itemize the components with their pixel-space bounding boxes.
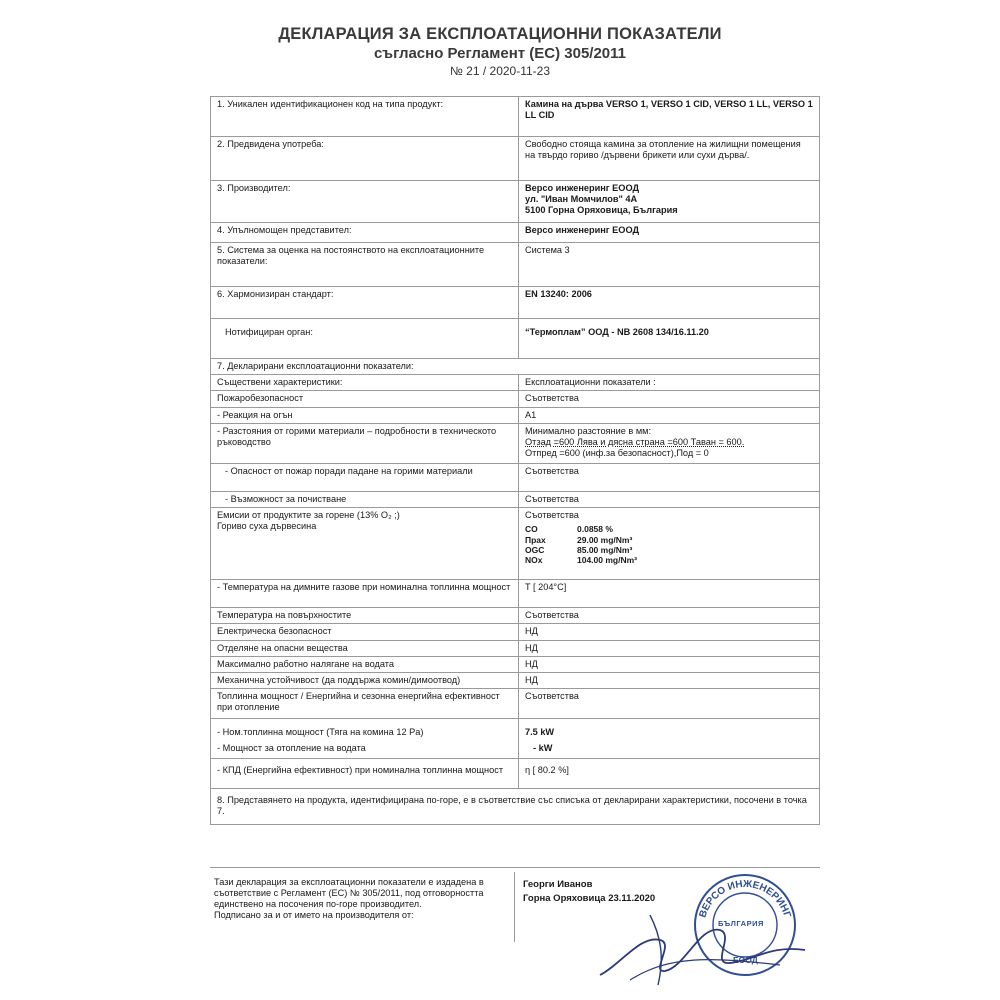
- value-electric: НД: [519, 624, 820, 640]
- emissions-compliance: Съответства: [525, 510, 579, 521]
- row-mechanical: [211, 672, 820, 688]
- label-nominal-power: [211, 719, 519, 759]
- value-fall-danger: Съответства: [519, 463, 820, 491]
- value-cleaning: Съответства: [519, 491, 820, 507]
- row-emissions: [211, 508, 820, 580]
- nominal-power-label: - Ном.топлинна мощност (Тяга на комина 12 Pa): [217, 727, 424, 738]
- emissions-label-1: Емисии от продуктите за горене (13% O₂ ;): [217, 510, 400, 521]
- footer-column-divider: [514, 872, 515, 942]
- declaration-table: [210, 96, 820, 825]
- row-distances: [211, 423, 820, 463]
- value-standard: EN 13240: 2006: [519, 287, 820, 319]
- value-product-code: Камина на дърва VERSO 1, VERSO 1 CID, VERSO 1 LL, VERSO 1 LL CID: [519, 97, 820, 137]
- emission-item: CO 0.0858 %: [525, 524, 613, 535]
- footer-signed-by: Подписано за и от името на производителя от:: [214, 910, 414, 921]
- label-product-code: 1. Уникален идентификационен код на типа продукт:: [211, 97, 519, 137]
- emissions-label-2: Гориво суха дървесина: [217, 521, 317, 532]
- document-number: № 21 / 2020-11-23: [449, 64, 551, 78]
- value-water-pressure: НД: [519, 656, 820, 672]
- row-efficiency: [211, 759, 820, 789]
- label-fire-safety: Пожаробезопасност: [211, 391, 519, 407]
- value-distances: [519, 423, 820, 463]
- value-surface-temp: Съответства: [519, 608, 820, 624]
- value-emissions: [519, 508, 820, 580]
- row-intended-use: [211, 137, 820, 181]
- emissions-list: [525, 524, 813, 565]
- manufacturer-name: Версо инженеринг ЕООД: [525, 183, 640, 193]
- label-distances: - Разстояния от горими материали – подробности в техническото ръководство: [211, 423, 519, 463]
- label-cleaning: - Възможност за почистване: [211, 491, 519, 507]
- stamp-country-text: БЪЛГАРИЯ: [718, 919, 764, 928]
- row-fall-danger: [211, 463, 820, 491]
- distances-line-1: Минимално разстояние в мм:: [525, 425, 652, 436]
- row-product-code: [211, 97, 820, 137]
- value-intended-use: Свободно стояща камина за отопление на жилищни помещения на твърдо гориво /дървени брикети или сухи дърва/.: [519, 137, 820, 181]
- row-surface-temp: [211, 608, 820, 624]
- value-representative: Версо инженеринг ЕООД: [519, 223, 820, 243]
- footer-divider: [210, 867, 820, 868]
- value-heat-output: Съответства: [519, 689, 820, 719]
- signer-name: Георги Иванов: [523, 879, 593, 890]
- label-water-pressure: Максимално работно налягане на водата: [211, 656, 519, 672]
- footer-statement-text: Тази декларация за експлоатационни показатели е издадена в съответствие с Регламент (ЕС) № 305/2011, под отговорността единствено на посочения по-горе производител.: [214, 877, 484, 910]
- distances-line-2: Отзад =600 Лява и дясна страна =600 Таван = 600.: [525, 437, 745, 448]
- value-assessment-system: Система 3: [519, 243, 820, 287]
- value-efficiency: η [ 80.2 %]: [519, 759, 820, 789]
- row-nominal-power: [211, 719, 820, 759]
- row-manufacturer: [211, 181, 820, 223]
- label-conformity: 8. Представянето на продукта, идентифицирана по-горе, е в съответствие със списъка от декларирани характеристики, посочени в точка 7.: [211, 789, 820, 825]
- row-declared-performance: [211, 359, 820, 375]
- row-conformity: [211, 789, 820, 825]
- signer-place-date: Горна Оряховица 23.11.2020: [523, 893, 656, 904]
- row-heat-output: [211, 689, 820, 719]
- value-notified-body: “Термоплам” ООД - NB 2608 134/16.11.20: [519, 319, 820, 359]
- label-heat-output: Топлинна мощност / Енергийна и сезонна енергийна ефективност при отопление: [211, 689, 519, 719]
- row-reaction: [211, 407, 820, 423]
- value-reaction: А1: [519, 407, 820, 423]
- row-char-head: [211, 375, 820, 391]
- value-char-head: Експлоатационни показатели :: [519, 375, 820, 391]
- stamp-company-text: ВЕРСО ИНЖЕНЕРИНГ: [697, 878, 793, 920]
- manufacturer-street: ул. "Иван Момчилов" 4А: [525, 194, 638, 205]
- label-mechanical: Механична устойчивост (да поддържа комин/димоотвод): [211, 672, 519, 688]
- footer-statement: [214, 877, 504, 921]
- label-hazardous: Отделяне на опасни вещества: [211, 640, 519, 656]
- stamp-entity-text: ЕООД: [733, 955, 758, 965]
- label-standard: 6. Хармонизиран стандарт:: [211, 287, 519, 319]
- document-subtitle: съгласно Регламент (ЕС) 305/2011: [373, 45, 627, 62]
- label-flue-temp: - Температура на димните газове при номинална топлинна мощност: [211, 580, 519, 608]
- label-emissions: [211, 508, 519, 580]
- value-flue-temp: T [ 204°C]: [519, 580, 820, 608]
- value-manufacturer: [519, 181, 820, 223]
- label-efficiency: - КПД (Енергийна ефективност) при номинална топлинна мощност: [211, 759, 519, 789]
- emission-item: NOx 104.00 mg/Nm³: [525, 555, 637, 566]
- signature-icon: [590, 895, 820, 995]
- label-fall-danger: - Опасност от пожар поради падане на горими материали: [211, 463, 519, 491]
- label-assessment-system: 5. Система за оценка на постоянството на експлоатационните показатели:: [211, 243, 519, 287]
- row-electric: [211, 624, 820, 640]
- emission-item: Прах 29.00 mg/Nm³: [525, 534, 633, 545]
- label-reaction: - Реакция на огън: [211, 407, 519, 423]
- label-manufacturer: 3. Производител:: [211, 181, 519, 223]
- water-power-label: - Мощност за отопление на водата: [217, 743, 366, 754]
- value-hazardous: НД: [519, 640, 820, 656]
- row-cleaning: [211, 491, 820, 507]
- value-fire-safety: Съответства: [519, 391, 820, 407]
- row-representative: [211, 223, 820, 243]
- label-surface-temp: Температура на повърхностите: [211, 608, 519, 624]
- label-representative: 4. Упълномощен представител:: [211, 223, 519, 243]
- label-declared-performance: 7. Декларирани експлоатационни показатели:: [211, 359, 820, 375]
- distances-line-3: Отпред =600 (инф.за безопасност),Под = 0: [525, 448, 709, 459]
- emission-item: OGC 85.00 mg/Nm³: [525, 545, 633, 556]
- row-assessment-system: [211, 243, 820, 287]
- row-flue-temp: [211, 580, 820, 608]
- label-intended-use: 2. Предвидена употреба:: [211, 137, 519, 181]
- row-notified-body: [211, 319, 820, 359]
- label-notified-body: Нотифициран орган:: [211, 319, 519, 359]
- nominal-power-value: 7.5 kW: [525, 727, 555, 738]
- label-char-head: Съществени характеристики:: [211, 375, 519, 391]
- row-water-pressure: [211, 656, 820, 672]
- row-standard: [211, 287, 820, 319]
- row-hazardous: [211, 640, 820, 656]
- document-title: ДЕКЛАРАЦИЯ ЗА ЕКСПЛОАТАЦИОННИ ПОКАЗАТЕЛИ: [278, 25, 722, 43]
- value-mechanical: НД: [519, 672, 820, 688]
- value-nominal-power: [519, 719, 820, 759]
- row-fire-safety: [211, 391, 820, 407]
- manufacturer-city: 5100 Горна Оряховица, България: [525, 205, 678, 216]
- water-power-value: - kW: [533, 743, 553, 754]
- label-electric: Електрическа безопасност: [211, 624, 519, 640]
